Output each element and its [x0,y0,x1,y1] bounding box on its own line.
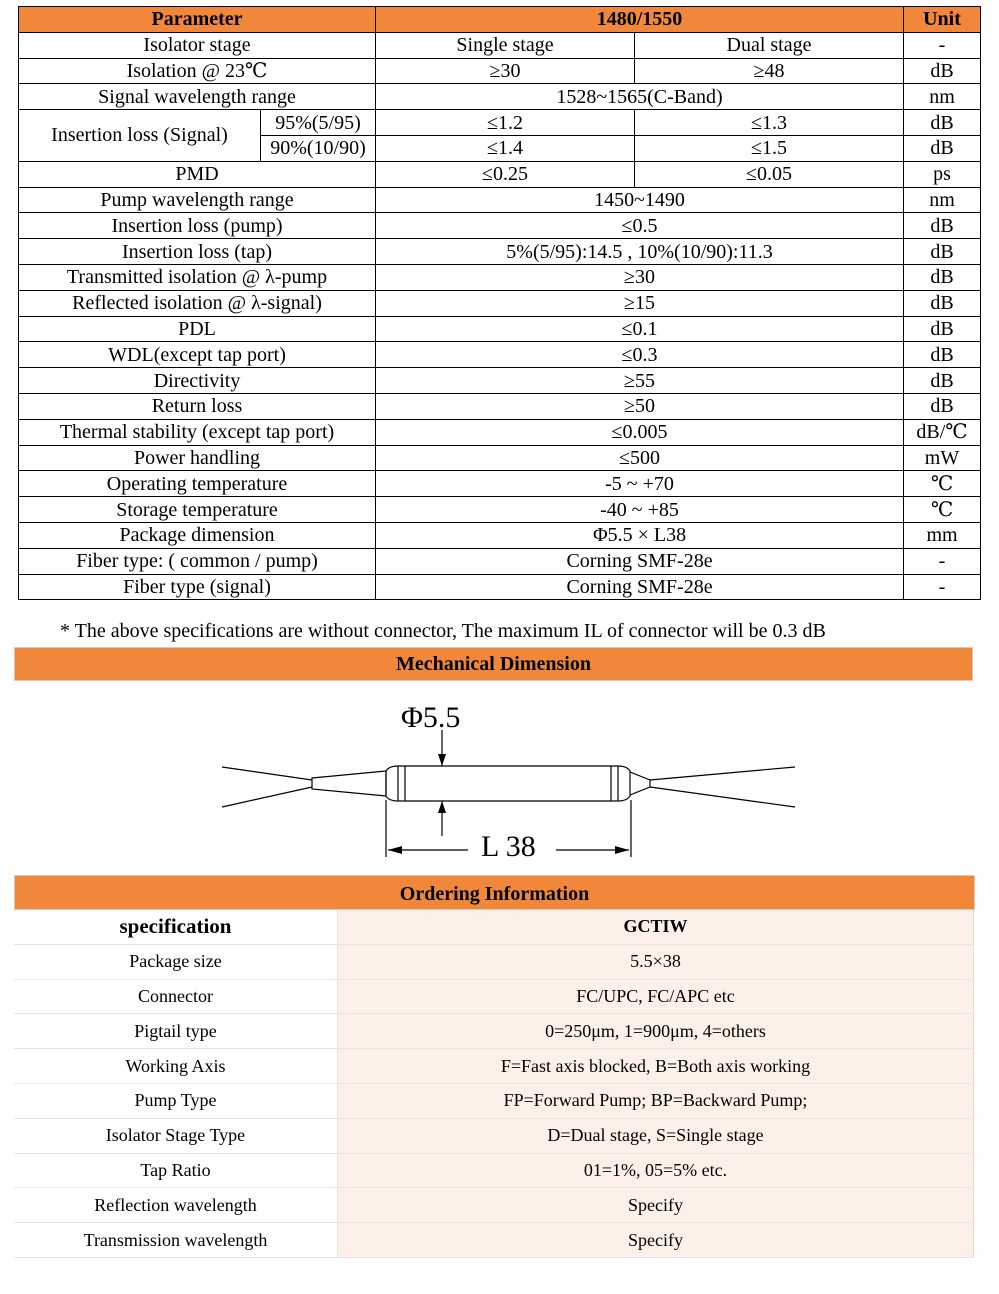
model-code-cell: GCTIW [338,910,974,944]
param-cell: Return loss [19,393,376,419]
table-row [14,1083,974,1118]
left-fiber-lower [222,787,312,807]
value-cell: -5 ~ +70 [376,471,904,497]
order-value-cell: D=Dual stage, S=Single stage [338,1118,974,1153]
order-label-cell: Tap Ratio [14,1153,338,1188]
table-row [19,187,981,213]
spec-label-cell: specification [14,910,338,944]
param-cell: Directivity [19,368,376,394]
table-row [19,419,981,445]
table-row [19,368,981,394]
spec-table [18,6,981,600]
param-cell: WDL(except tap port) [19,342,376,368]
param-cell: Thermal stability (except tap port) [19,419,376,445]
order-value-cell: Specify [338,1223,974,1258]
order-value-cell: Specify [338,1188,974,1223]
length-arrowhead-right [615,846,629,854]
unit-cell: dB [904,342,981,368]
value-cell: Corning SMF-28e [376,574,904,600]
left-fiber-upper [222,767,312,780]
table-row [19,316,981,342]
value-cell: ≤0.005 [376,419,904,445]
value-cell: 5%(5/95):14.5 , 10%(10/90):11.3 [376,239,904,265]
length-arrowhead-left [388,846,402,854]
param-cell: Isolation @ 23℃ [19,58,376,84]
header-unit: Unit [904,7,981,33]
table-row [14,979,974,1014]
table-row [19,213,981,239]
value-cell: 1528~1565(C-Band) [376,84,904,110]
value-cell: Corning SMF-28e [376,548,904,574]
single-stage-cell: ≤0.25 [376,161,635,187]
param-cell: Signal wavelength range [19,84,376,110]
table-row [19,264,981,290]
unit-cell: ps [904,161,981,187]
single-stage-cell: ≤1.2 [376,110,635,136]
unit-cell: dB [904,316,981,342]
sub-param-cell: 90%(10/90) [261,135,376,161]
dual-stage-cell: ≥48 [635,58,904,84]
header-parameter: Parameter [19,7,376,33]
order-label-cell: Pump Type [14,1083,338,1118]
param-cell: PDL [19,316,376,342]
table-row [19,161,981,187]
param-cell: Insertion loss (Signal) [19,110,261,162]
table-row [19,110,981,136]
table-row [14,1188,974,1223]
table-row [14,1223,974,1258]
value-cell: ≥30 [376,264,904,290]
single-stage-cell: ≥30 [376,58,635,84]
right-fiber-lower [650,787,795,807]
value-cell: ≤0.3 [376,342,904,368]
param-cell: Isolator stage [19,32,376,58]
order-label-cell: Reflection wavelength [14,1188,338,1223]
table-row [19,471,981,497]
param-cell: Insertion loss (tap) [19,239,376,265]
param-cell: Reflected isolation @ λ-signal) [19,290,376,316]
diameter-arrowhead-bottom [438,801,446,813]
param-cell: Insertion loss (pump) [19,213,376,239]
table-row [14,944,974,979]
table-row [19,445,981,471]
unit-cell: dB [904,58,981,84]
unit-cell: dB [904,110,981,136]
unit-cell: dB [904,213,981,239]
unit-cell: dB/℃ [904,419,981,445]
param-cell: Transmitted isolation @ λ-pump [19,264,376,290]
single-stage-cell: Single stage [376,32,635,58]
table-row [19,342,981,368]
order-value-cell: 5.5×38 [338,944,974,979]
unit-cell: dB [904,239,981,265]
param-cell: Pump wavelength range [19,187,376,213]
unit-cell: nm [904,187,981,213]
value-cell: ≤0.1 [376,316,904,342]
value-cell: ≥50 [376,393,904,419]
dual-stage-cell: ≤1.3 [635,110,904,136]
value-cell: Φ5.5 × L38 [376,522,904,548]
table-row [14,1153,974,1188]
right-boot [630,772,650,795]
ordering-header-row [14,910,974,944]
dual-stage-cell: ≤1.5 [635,135,904,161]
left-boot [312,771,386,796]
spec-header-row [19,7,981,33]
value-cell: 1450~1490 [376,187,904,213]
table-row [14,1049,974,1084]
param-cell: Operating temperature [19,471,376,497]
connector-note: * The above specifications are without connector, The maximum IL of connector will be 0.3 dB [60,620,826,642]
order-value-cell: 0=250μm, 1=900μm, 4=others [338,1014,974,1049]
param-cell: Power handling [19,445,376,471]
order-value-cell: F=Fast axis blocked, B=Both axis working [338,1049,974,1084]
isolator-body [386,766,630,801]
sub-param-cell: 95%(5/95) [261,110,376,136]
value-cell: ≤0.5 [376,213,904,239]
param-cell: PMD [19,161,376,187]
order-label-cell: Connector [14,979,338,1014]
order-label-cell: Package size [14,944,338,979]
unit-cell: dB [904,264,981,290]
length-label: L 38 [481,830,536,863]
table-row [19,239,981,265]
unit-cell: ℃ [904,497,981,523]
unit-cell: - [904,548,981,574]
table-row [14,1014,974,1049]
unit-cell: nm [904,84,981,110]
unit-cell: dB [904,290,981,316]
diameter-arrowhead-top [438,754,446,766]
value-cell: -40 ~ +85 [376,497,904,523]
table-row [19,32,981,58]
unit-cell: mW [904,445,981,471]
unit-cell: - [904,574,981,600]
value-cell: ≥15 [376,290,904,316]
table-row [19,290,981,316]
single-stage-cell: ≤1.4 [376,135,635,161]
order-label-cell: Pigtail type [14,1014,338,1049]
table-row [19,393,981,419]
ordering-information-title: Ordering Information [14,875,975,910]
table-row [19,548,981,574]
param-cell: Package dimension [19,522,376,548]
unit-cell: mm [904,522,981,548]
value-cell: ≤500 [376,445,904,471]
mechanical-dimension-title: Mechanical Dimension [14,647,973,681]
unit-cell: dB [904,368,981,394]
table-row [19,574,981,600]
order-value-cell: 01=1%, 05=5% etc. [338,1153,974,1188]
ordering-table [14,910,974,1258]
table-row [19,58,981,84]
param-cell: Fiber type: ( common / pump) [19,548,376,574]
table-row [14,1118,974,1153]
unit-cell: dB [904,135,981,161]
table-row [19,84,981,110]
table-row [19,497,981,523]
unit-cell: dB [904,393,981,419]
dual-stage-cell: ≤0.05 [635,161,904,187]
param-cell: Storage temperature [19,497,376,523]
dual-stage-cell: Dual stage [635,32,904,58]
mechanical-drawing [0,690,999,870]
order-label-cell: Working Axis [14,1049,338,1084]
order-label-cell: Isolator Stage Type [14,1118,338,1153]
header-wavelength: 1480/1550 [376,7,904,33]
order-value-cell: FC/UPC, FC/APC etc [338,979,974,1014]
unit-cell: ℃ [904,471,981,497]
param-cell: Fiber type (signal) [19,574,376,600]
table-row [19,522,981,548]
order-value-cell: FP=Forward Pump; BP=Backward Pump; [338,1083,974,1118]
order-label-cell: Transmission wavelength [14,1223,338,1258]
diameter-label: Φ5.5 [401,701,461,734]
unit-cell: - [904,32,981,58]
value-cell: ≥55 [376,368,904,394]
right-fiber-upper [650,767,795,780]
